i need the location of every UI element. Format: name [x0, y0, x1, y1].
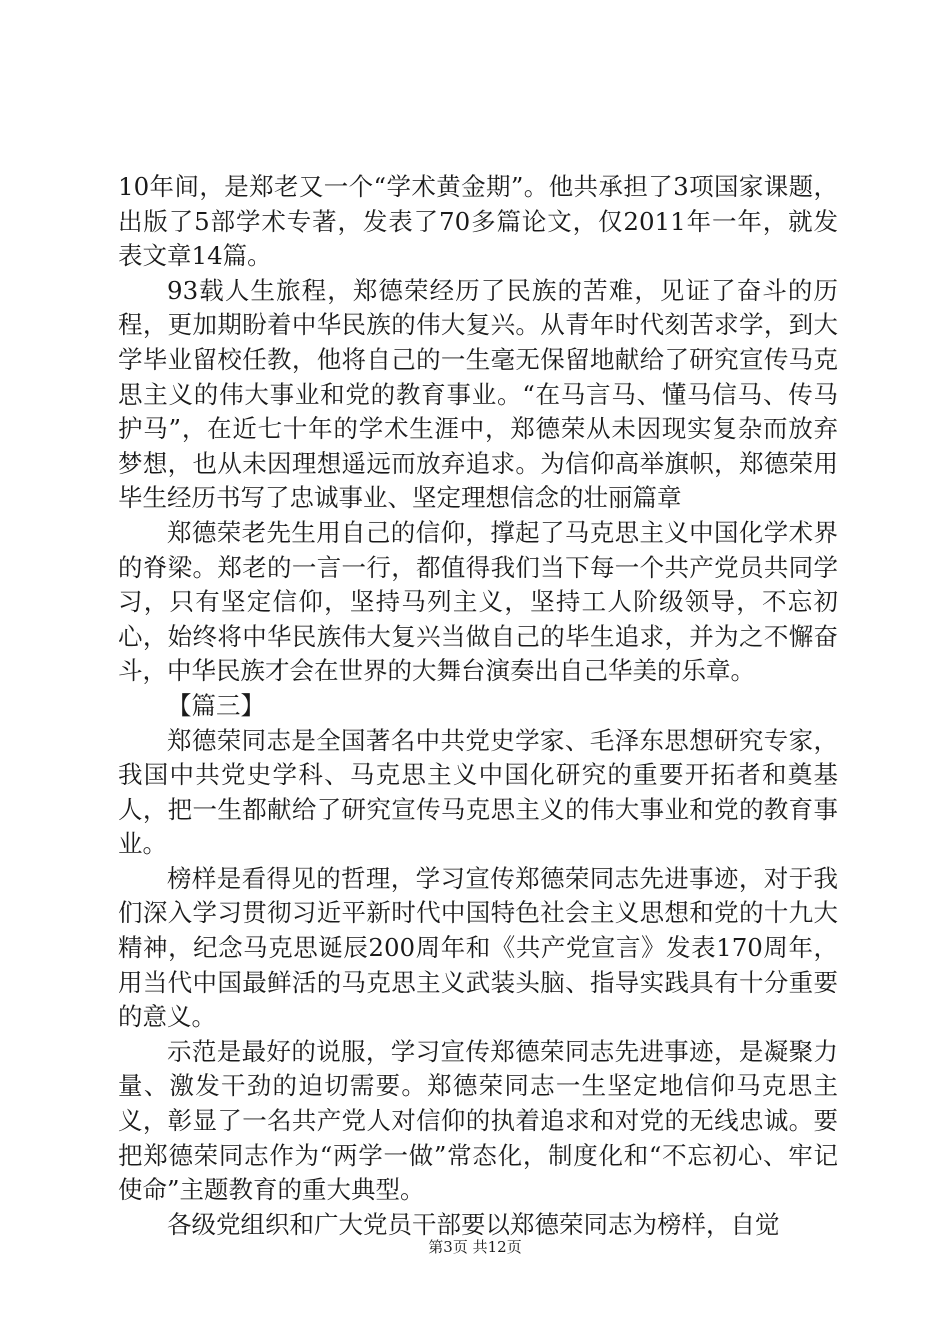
paragraph: 各级党组织和广大党员干部要以郑德荣同志为榜样，自觉 [167, 1209, 780, 1239]
section-heading: 【篇三】 [167, 690, 265, 720]
document-body [118, 170, 838, 1242]
paragraph: 93载人生旅程，郑德荣经历了民族的苦难，见证了奋斗的历程，更加期盼着中华民族的伟大复兴。从青年时代刻苦求学，到大学毕业留校任教，他将自己的一生毫无保留地献给了研究宣传马克思主义的伟大事业和党的教育事业。“在马言马、懂马信马、传马护马”，在近七十年的学术生涯中，郑德荣从未因现实复杂而放弃梦想，也从未因理想遥远而放弃追求。为信仰高举旗帜，郑德荣用毕生经历书写了忠诚事业、坚定理想信念的壮丽篇章 [118, 275, 838, 513]
paragraph: 榜样是看得见的哲理，学习宣传郑德荣同志先进事迹，对于我们深入学习贯彻习近平新时代中国特色社会主义思想和党的十九大精神，纪念马克思诞辰200周年和《共产党宣言》发表170周年，用当代中国最鲜活的马克思主义武装头脑、指导实践具有十分重要的意义。 [118, 863, 838, 1032]
page-number-footer: 第3页 共12页 [428, 1238, 522, 1256]
paragraph: 示范是最好的说服，学习宣传郑德荣同志先进事迹，是凝聚力量、激发干劲的迫切需要。郑德荣同志一生坚定地信仰马克思主义，彰显了一名共产党人对信仰的执着追求和对党的无线忠诚。要把郑德荣同志作为“两学一做”常态化，制度化和“不忘初心、牢记使命”主题教育的重大典型。 [118, 1036, 838, 1205]
paragraph: 郑德荣同志是全国著名中共党史学家、毛泽东思想研究专家，我国中共党史学科、马克思主义中国化研究的重要开拓者和奠基人，把一生都献给了研究宣传马克思主义的伟大事业和党的教育事业。 [118, 725, 838, 859]
paragraph: 郑德荣老先生用自己的信仰，撑起了马克思主义中国化学术界的脊梁。郑老的一言一行，都值得我们当下每一个共产党员共同学习，只有坚定信仰，坚持马列主义，坚持工人阶级领导，不忘初心，始终将中华民族伟大复兴当做自己的毕生追求，并为之不懈奋斗，中华民族才会在世界的大舞台演奏出自己华美的乐章。 [118, 517, 838, 686]
paragraph-continued: 10年间，是郑老又一个“学术黄金期”。他共承担了3项国家课题，出版了5部学术专著，发表了70多篇论文，仅2011年一年，就发表文章14篇。 [118, 172, 838, 271]
